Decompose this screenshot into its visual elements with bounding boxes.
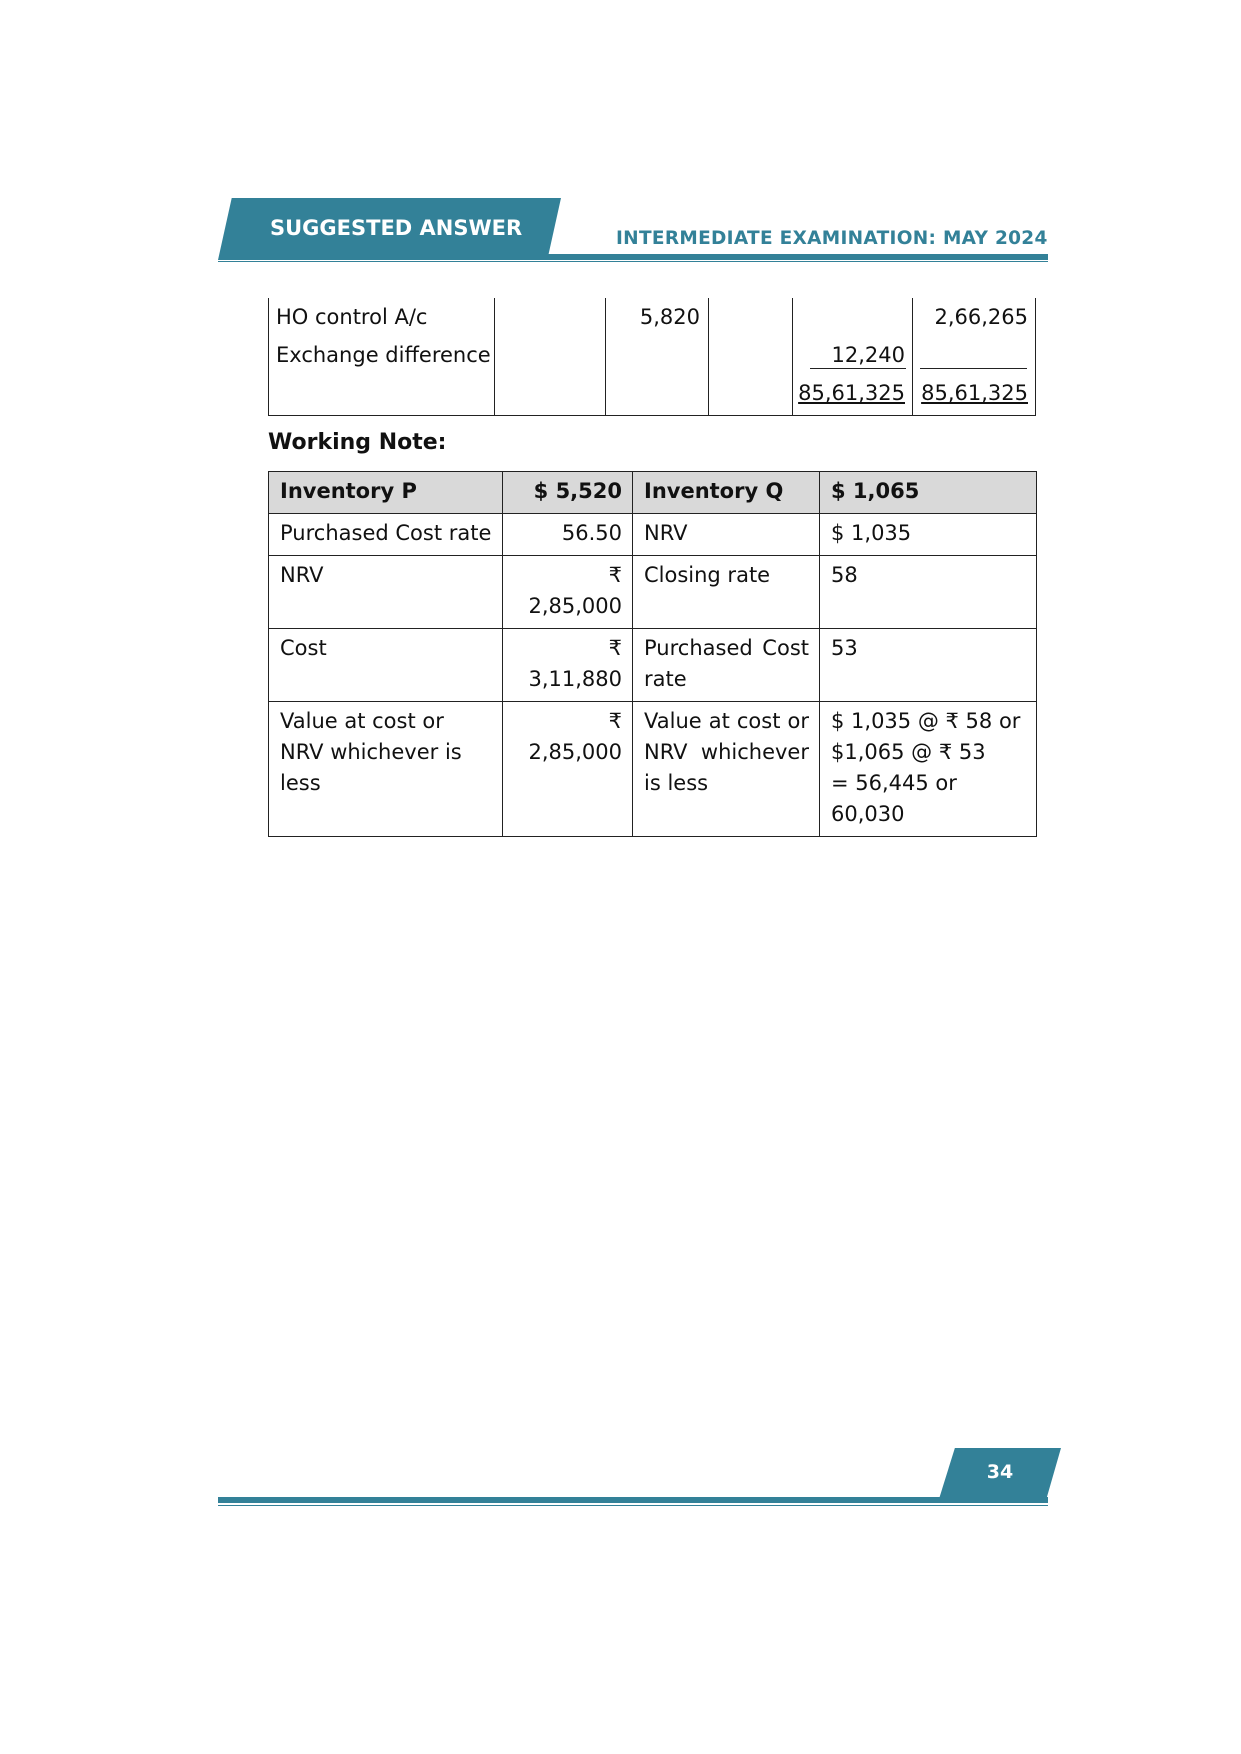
- cell-line: $1,065 @ ₹ 53: [831, 740, 986, 764]
- table-row: [269, 702, 1037, 837]
- ledger-total: 85,61,325: [798, 381, 905, 405]
- working-note-heading: Working Note:: [268, 430, 447, 455]
- page-number: 34: [986, 1461, 1014, 1483]
- table-cell: NRV: [269, 556, 503, 629]
- header-cell: $ 1,065: [820, 472, 1037, 514]
- table-cell: ₹ 2,85,000: [503, 556, 633, 629]
- table-cell: Purchased Cost rate: [269, 514, 503, 556]
- header-cell: $ 5,520: [503, 472, 633, 514]
- table-cell: 58: [820, 556, 1037, 629]
- ledger-border: [494, 298, 495, 416]
- header-rule: [546, 254, 1048, 260]
- table-row: [269, 514, 1037, 556]
- ledger-total: 85,61,325: [921, 381, 1028, 405]
- ledger-cell: 12,240: [831, 343, 905, 367]
- banner-label: SUGGESTED ANSWER: [270, 216, 523, 240]
- ledger-border: [1035, 298, 1036, 416]
- exam-title: INTERMEDIATE EXAMINATION: MAY 2024: [616, 228, 1048, 249]
- table-cell: Closing rate: [633, 556, 820, 629]
- table-cell: [820, 702, 1037, 837]
- table-cell: 53: [820, 629, 1037, 702]
- header-rule-thin: [218, 261, 1048, 262]
- header-cell: Inventory Q: [633, 472, 820, 514]
- ledger-border: [268, 298, 269, 416]
- ledger-border: [708, 298, 709, 416]
- cell-line: = 56,445 or 60,030: [831, 771, 957, 826]
- table-row: [269, 556, 1037, 629]
- table-cell: Purchased Cost rate: [633, 629, 820, 702]
- ledger-cell: 5,820: [639, 305, 700, 329]
- cell-line: $ 1,035 @ ₹ 58 or: [831, 709, 1021, 733]
- table-row: [269, 629, 1037, 702]
- ledger-row-label: HO control A/c: [276, 305, 428, 329]
- table-cell: 56.50: [503, 514, 633, 556]
- header-cell: Inventory P: [269, 472, 503, 514]
- table-cell: Value at cost or NRV whichever is less: [633, 702, 820, 837]
- table-cell: NRV: [633, 514, 820, 556]
- table-cell: Cost: [269, 629, 503, 702]
- ledger-row-label: Exchange difference: [276, 343, 491, 367]
- ledger-bottom-border: [268, 415, 1036, 416]
- subtotal-underline: [810, 368, 906, 369]
- table-cell: $ 1,035: [820, 514, 1037, 556]
- table-header-row: [269, 472, 1037, 514]
- table-cell: ₹ 3,11,880: [503, 629, 633, 702]
- table-cell: Value at cost or NRV whichever is less: [269, 702, 503, 837]
- working-note-table: [268, 471, 1037, 837]
- footer-rule: [218, 1497, 1048, 1503]
- table-cell: ₹ 2,85,000: [503, 702, 633, 837]
- subtotal-underline: [920, 368, 1027, 369]
- footer-rule-thin: [218, 1505, 1048, 1506]
- ledger-cell: 2,66,265: [934, 305, 1028, 329]
